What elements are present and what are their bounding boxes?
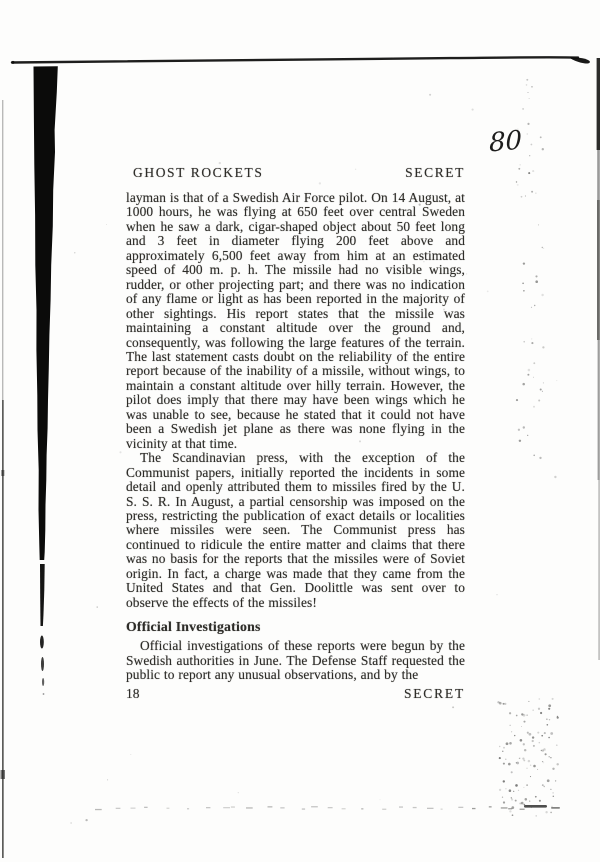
handwritten-page-number: 80: [488, 125, 523, 159]
body-paragraph-1: layman is that of a Swedish Air Force pilot. On 14 August, at 1000 hours, he was flying at 650 feet over central Sweden when he saw a dark, cigar-shaped object about 50 feet long and 3 feet in diameter flying 200 feet above and approximately 6,500 feet away from him at an estimated speed of 400 m. p. h. The missile had no visible wings, rudder, or other projecting part; and there was no indication of any flame or light as has been reported in the majority of other sightings. His report states that the missile was maintaining a constant altitude over the ground and, consequently, was following the large features of the terrain. The last statement casts doubt on the reliability of the entire report because of the inability of a missile, without wings, to maintain a constant altitude over hilly terrain. However, the pilot does imply that there may have been wings which he was unable to see, because he stated that it could not have been a Swedish jet plane as there was none flying in the vicinity at that time.: [126, 190, 465, 451]
page-footer: [126, 686, 465, 702]
page-header: [126, 165, 465, 181]
fold-dotted-line: [524, 805, 560, 809]
classification-footer: SECRET: [403, 686, 465, 701]
page-content: [126, 165, 465, 683]
classification-header: SECRET: [405, 165, 465, 180]
body-paragraph-2: The Scandinavian press, with the exception of the Communist papers, initially reported the incidents in some detail and openly attributed them to missiles fired by the U. S. S. R. In August, a partial censorship was imposed on the press, restricting the publication of exact details or localities where missiles were seen. The Communist press has continued to ridicule the entire matter and claims that there was no basis for the reports that the missiles were of Soviet origin. In fact, a charge was made that they came from the United States and that Gen. Doolittle was sent over to observe the effects of the missiles!: [126, 450, 465, 610]
page-number: 18: [126, 686, 140, 701]
binding-shadow-bar: [34, 66, 58, 695]
top-rule-line: [12, 57, 590, 64]
body-paragraph-3: Official investigations of these reports were begun by the Swedish authorities in June. The Defense Staff requested the public to report any unusual observations, and by the: [126, 638, 465, 683]
right-edge-marks: [597, 58, 600, 660]
body-text: [126, 191, 465, 683]
section-heading: Official Investigations: [126, 619, 261, 635]
left-edge-line: [1, 100, 6, 858]
running-title: GHOST ROCKETS: [133, 165, 264, 180]
